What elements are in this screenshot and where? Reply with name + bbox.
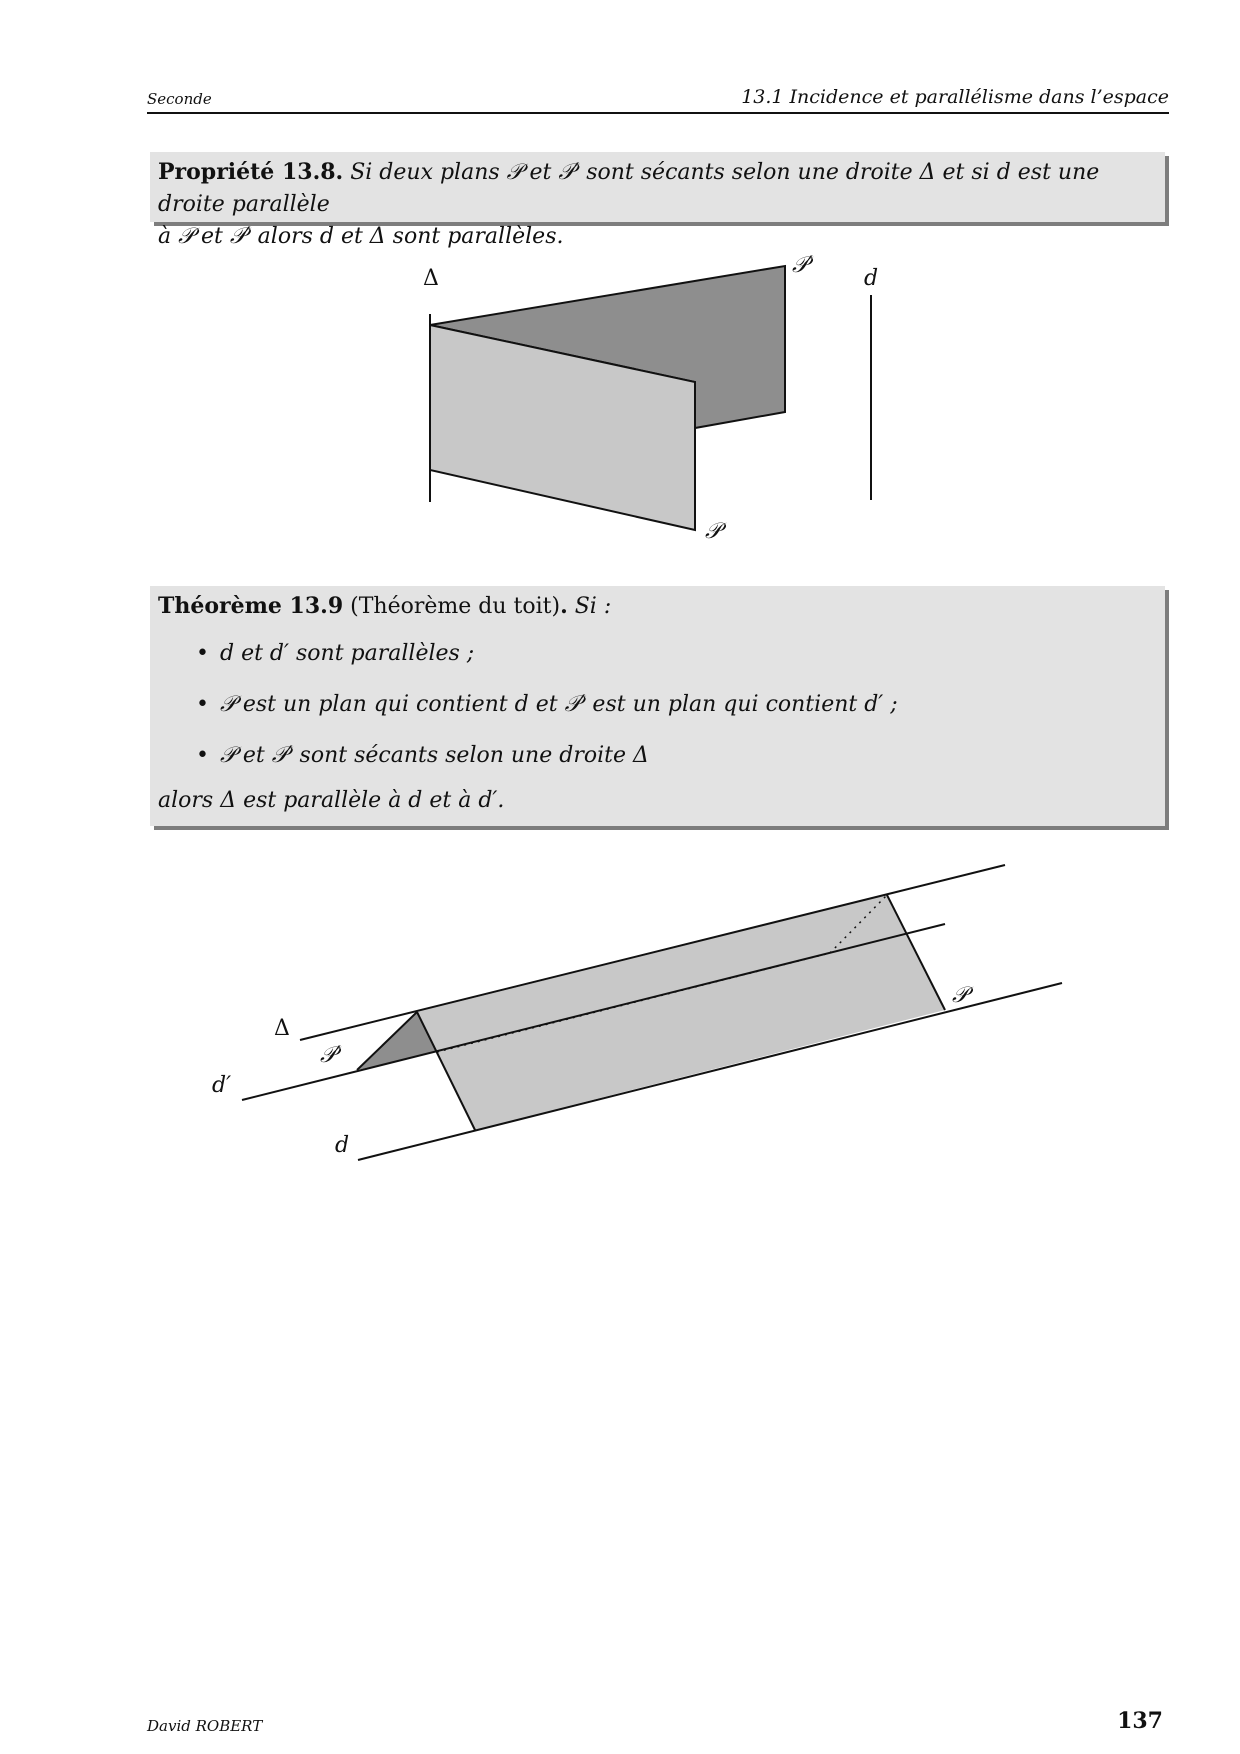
page-number: 137 — [1117, 1708, 1163, 1734]
header-chapter-title: 13.1 Incidence et parallélisme dans l’espace — [741, 86, 1169, 108]
header-section-label: Seconde — [147, 90, 212, 108]
label-p-prime: 𝒫′ — [320, 1043, 341, 1068]
property-text-1: Si deux plans 𝒫 et 𝒫′ sont sécants selon une droite Δ et si d est une droite parallèle — [158, 160, 1100, 217]
label-delta: Δ — [423, 266, 439, 291]
figure-roof-theorem — [0, 840, 1240, 1200]
label-d: d — [864, 266, 879, 291]
condition-item: • d et d′ sont parallèles ; — [158, 628, 1157, 679]
footer-author: David ROBERT — [147, 1717, 263, 1735]
theorem-si: Si : — [574, 594, 612, 619]
theorem-title: Théorème 13.9 — [158, 593, 344, 619]
condition-item: • 𝒫 est un plan qui contient d et 𝒫′ est un plan qui contient d′ ; — [158, 679, 1157, 730]
label-d: d — [335, 1133, 350, 1158]
theorem-heading — [158, 588, 1157, 628]
theorem-conclusion: alors Δ est parallèle à d et à d′. — [158, 788, 505, 813]
plane-p — [417, 895, 945, 1130]
label-p: 𝒫 — [705, 519, 721, 544]
label-d-prime: d′ — [212, 1073, 232, 1098]
condition-item: • 𝒫 et 𝒫′ sont sécants selon une droite Δ — [158, 730, 1157, 781]
theorem-subtitle: (Théorème du toit) — [350, 594, 561, 619]
theorem-conditions — [158, 628, 1157, 781]
label-p-prime: 𝒫′ — [792, 253, 813, 278]
theorem-box — [150, 586, 1165, 826]
figure-two-planes — [0, 0, 1240, 560]
property-text-2: à 𝒫 et 𝒫′ alors d et Δ sont parallèles. — [158, 224, 564, 249]
label-delta: Δ — [274, 1016, 290, 1041]
property-title: Propriété 13.8. — [158, 159, 344, 185]
theorem-dot: . — [560, 593, 568, 619]
label-p: 𝒫 — [952, 983, 968, 1008]
